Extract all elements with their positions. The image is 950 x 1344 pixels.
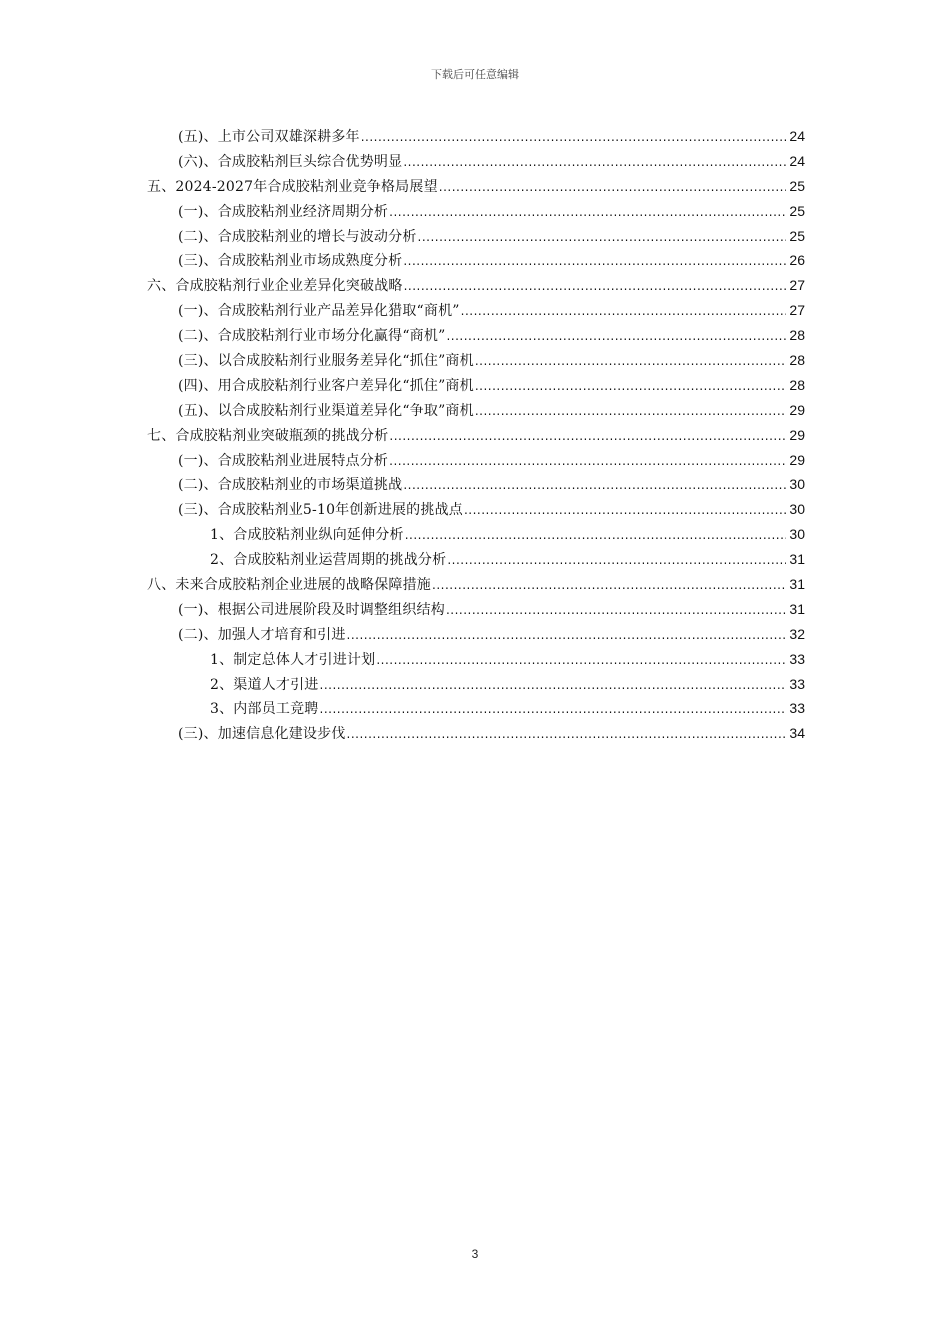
table-of-contents (147, 124, 805, 746)
toc-entry-page: 30 (789, 501, 805, 518)
toc-entry-page: 32 (789, 625, 805, 642)
toc-entry-page: 24 (789, 128, 805, 144)
toc-entry[interactable] (147, 224, 805, 249)
toc-entry[interactable] (147, 398, 805, 423)
toc-entry-label: (一)、合成胶粘剂业经济周期分析 (178, 203, 389, 220)
toc-dot-leader (347, 722, 786, 747)
toc-entry-page: 33 (789, 650, 805, 667)
toc-dot-leader (403, 150, 786, 175)
toc-entry-page: 31 (789, 600, 805, 617)
toc-entry-label: (一)、合成胶粘剂行业产品差异化猎取“商机” (178, 303, 460, 320)
toc-entry[interactable] (147, 497, 805, 522)
toc-entry-page: 25 (789, 177, 805, 194)
toc-entry[interactable] (147, 323, 805, 348)
toc-entry-label: 七、合成胶粘剂业突破瓶颈的挑战分析 (147, 427, 389, 444)
toc-dot-leader (446, 324, 786, 349)
toc-entry-label: (六)、合成胶粘剂巨头综合优势明显 (178, 153, 403, 170)
toc-entry-label: 六、合成胶粘剂行业企业差异化突破战略 (147, 278, 403, 295)
toc-entry[interactable] (147, 174, 805, 199)
toc-entry-label: 3、内部员工竞聘 (210, 701, 319, 718)
toc-dot-leader (347, 623, 786, 648)
toc-entry-label: (三)、合成胶粘剂业市场成熟度分析 (178, 253, 403, 270)
toc-dot-leader (405, 523, 786, 548)
toc-entry-page: 30 (789, 476, 805, 493)
toc-dot-leader (404, 274, 786, 299)
toc-entry-label: 2、合成胶粘剂业运营周期的挑战分析 (210, 552, 447, 569)
toc-entry[interactable] (147, 522, 805, 547)
toc-entry-page: 34 (789, 725, 805, 742)
toc-entry-page: 25 (789, 227, 805, 244)
toc-entry-page: 28 (789, 327, 805, 344)
toc-entry-label: (二)、合成胶粘剂行业市场分化赢得“商机” (178, 328, 446, 345)
toc-entry[interactable] (147, 696, 805, 721)
toc-entry[interactable] (147, 199, 805, 224)
toc-entry-label: 八、未来合成胶粘剂企业进展的战略保障措施 (147, 577, 431, 594)
toc-entry[interactable] (147, 273, 805, 298)
toc-entry[interactable] (147, 448, 805, 473)
toc-entry[interactable] (147, 721, 805, 746)
page-number: 3 (471, 1247, 479, 1261)
toc-entry-page: 27 (789, 302, 805, 319)
toc-entry-page: 25 (789, 202, 805, 219)
toc-entry-label: (二)、合成胶粘剂业的市场渠道挑战 (178, 477, 403, 494)
toc-entry-label: 2、渠道人才引进 (210, 676, 319, 693)
toc-entry-label: (二)、合成胶粘剂业的增长与波动分析 (178, 228, 417, 245)
toc-entry[interactable] (147, 622, 805, 647)
toc-entry-label: (一)、根据公司进展阶段及时调整组织结构 (178, 601, 445, 618)
toc-entry-label: (一)、合成胶粘剂业进展特点分析 (178, 452, 389, 469)
toc-entry-page: 26 (789, 252, 805, 269)
toc-entry-page: 29 (789, 401, 805, 418)
toc-dot-leader (418, 225, 786, 250)
toc-entry-page: 24 (789, 152, 805, 169)
toc-entry-label: (四)、用合成胶粘剂行业客户差异化“抓住”商机 (178, 377, 474, 394)
toc-entry-page: 31 (789, 576, 805, 593)
toc-dot-leader (439, 175, 786, 200)
toc-dot-leader (475, 374, 786, 399)
toc-entry-label: 1、制定总体人才引进计划 (210, 651, 376, 668)
toc-dot-leader (389, 449, 786, 474)
toc-dot-leader (464, 498, 786, 523)
toc-entry[interactable] (147, 423, 805, 448)
toc-entry[interactable] (147, 572, 805, 597)
toc-entry[interactable] (147, 373, 805, 398)
toc-entry-label: (三)、加速信息化建设步伐 (178, 726, 346, 743)
page-header: 下载后可任意编辑 (431, 68, 519, 81)
toc-entry-label: 1、合成胶粘剂业纵向延伸分析 (210, 527, 404, 544)
toc-dot-leader (475, 399, 786, 424)
toc-entry-page: 33 (789, 675, 805, 692)
toc-dot-leader (446, 598, 786, 623)
toc-entry-page: 33 (789, 700, 805, 717)
toc-entry-label: 五、2024-2027年合成胶粘剂业竞争格局展望 (147, 178, 438, 195)
toc-entry[interactable] (147, 472, 805, 497)
toc-entry[interactable] (147, 149, 805, 174)
toc-entry[interactable] (147, 298, 805, 323)
toc-entry-label: (五)、以合成胶粘剂行业渠道差异化“争取”商机 (178, 402, 474, 419)
toc-dot-leader (403, 249, 786, 274)
toc-entry-label: (五)、上市公司双雄深耕多年 (178, 129, 360, 145)
toc-dot-leader (447, 548, 786, 573)
toc-dot-leader (475, 349, 786, 374)
toc-dot-leader (320, 673, 786, 698)
toc-dot-leader (461, 299, 786, 324)
toc-entry-page: 28 (789, 376, 805, 393)
toc-entry[interactable] (147, 597, 805, 622)
toc-entry[interactable] (147, 647, 805, 672)
toc-entry-page: 27 (789, 277, 805, 294)
toc-dot-leader (389, 424, 786, 449)
toc-entry[interactable] (147, 547, 805, 572)
toc-dot-leader (320, 697, 786, 722)
toc-entry-label: (二)、加强人才培育和引进 (178, 626, 346, 643)
toc-dot-leader (376, 648, 786, 673)
toc-entry[interactable] (147, 348, 805, 373)
toc-entry[interactable] (147, 124, 805, 149)
toc-entry-page: 30 (789, 526, 805, 543)
toc-entry[interactable] (147, 672, 805, 697)
toc-dot-leader (403, 473, 786, 498)
toc-dot-leader (361, 125, 786, 150)
toc-entry-label: (三)、以合成胶粘剂行业服务差异化“抓住”商机 (178, 353, 474, 370)
toc-entry-page: 29 (789, 451, 805, 468)
toc-dot-leader (432, 573, 786, 598)
toc-entry[interactable] (147, 248, 805, 273)
toc-dot-leader (389, 200, 786, 225)
toc-entry-page: 31 (789, 551, 805, 568)
toc-entry-label: (三)、合成胶粘剂业5-10年创新进展的挑战点 (178, 502, 463, 519)
toc-entry-page: 29 (789, 426, 805, 443)
toc-entry-page: 28 (789, 352, 805, 369)
